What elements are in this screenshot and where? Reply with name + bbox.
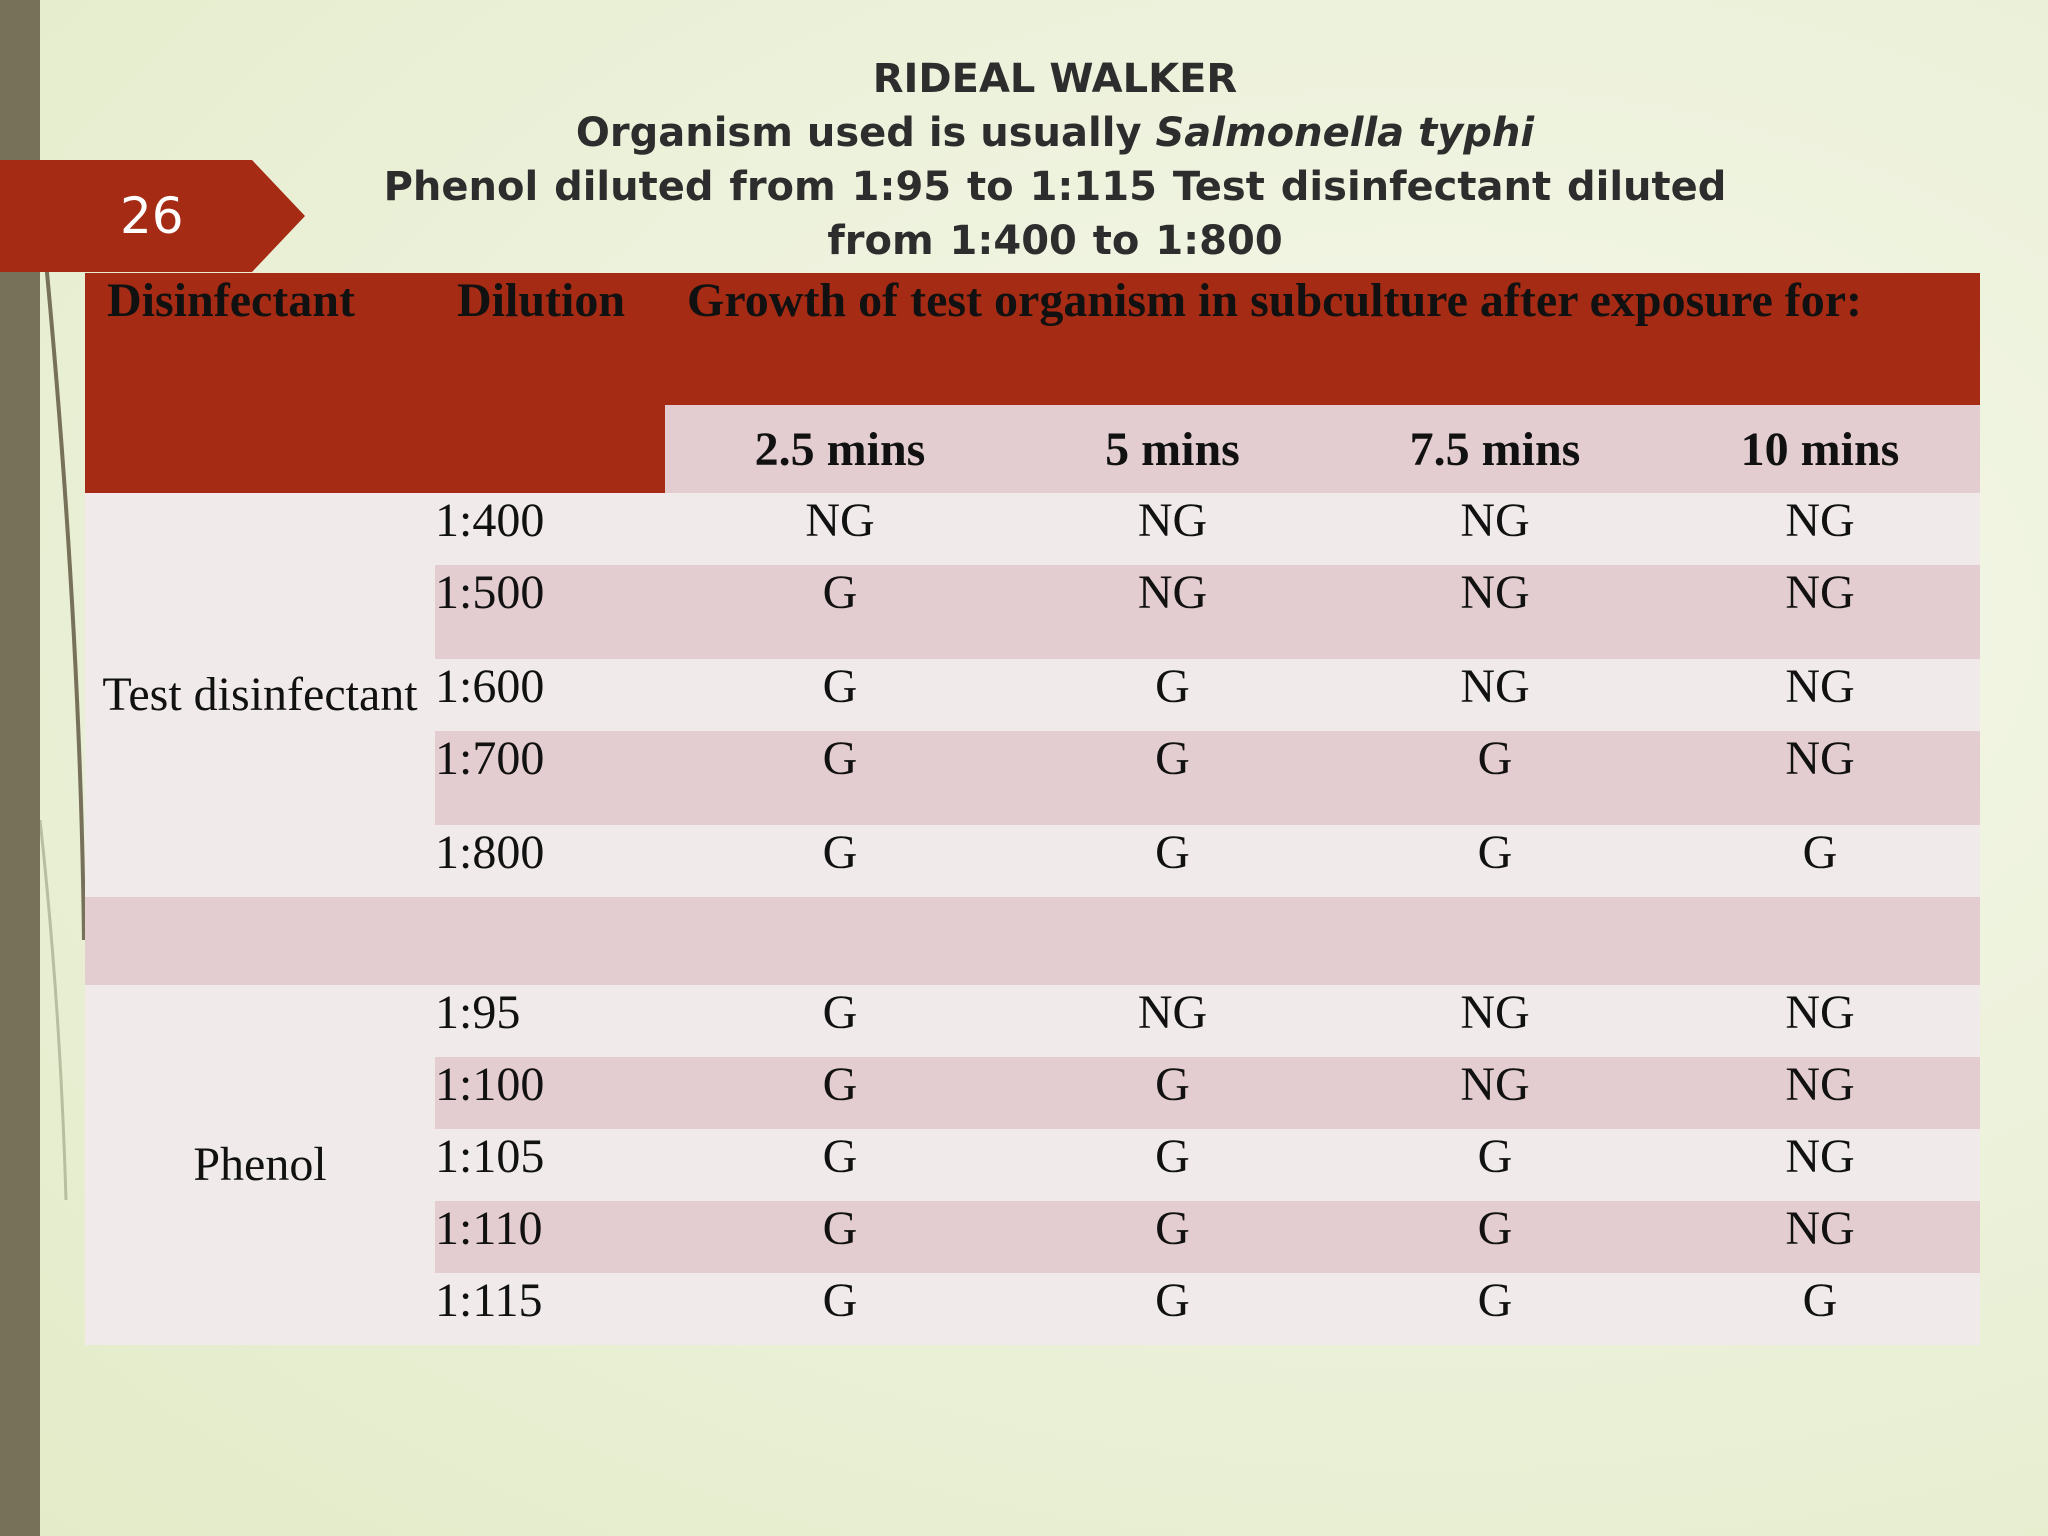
time-header: 7.5 mins [1330, 405, 1660, 493]
result-cell: G [1330, 731, 1660, 825]
header-growth: Growth of test organism in subculture after exposure for: [665, 273, 1980, 405]
result-cell: G [665, 565, 1015, 659]
result-cell: G [665, 1273, 1015, 1345]
result-cell: NG [1330, 659, 1660, 731]
time-header: 5 mins [1015, 405, 1330, 493]
result-cell: G [1660, 825, 1980, 897]
dilution-cell: 1:100 [435, 1057, 665, 1129]
slide-number: 26 [120, 187, 184, 245]
result-cell: G [665, 1057, 1015, 1129]
result-cell: G [1015, 659, 1330, 731]
header-row [85, 273, 1980, 405]
group-label-test-disinfectant: Test disinfectant [85, 493, 435, 897]
result-cell: NG [1660, 985, 1980, 1057]
result-cell: G [1330, 1273, 1660, 1345]
dilution-cell: 1:600 [435, 659, 665, 731]
result-cell: G [1015, 1273, 1330, 1345]
result-cell: NG [1330, 493, 1660, 565]
spacer-row [85, 897, 1980, 985]
result-cell: NG [1015, 985, 1330, 1057]
dilution-cell: 1:105 [435, 1129, 665, 1201]
result-cell: NG [1015, 565, 1330, 659]
title-line-1: RIDEAL WALKER [872, 56, 1238, 102]
result-cell: G [1330, 1129, 1660, 1201]
result-cell: G [665, 731, 1015, 825]
result-cell: G [1015, 1129, 1330, 1201]
time-header: 10 mins [1660, 405, 1980, 493]
result-cell: NG [1330, 985, 1660, 1057]
dilution-cell: 1:500 [435, 565, 665, 659]
result-cell: NG [1660, 493, 1980, 565]
dilution-cell: 1:115 [435, 1273, 665, 1345]
time-header: 2.5 mins [665, 405, 1015, 493]
result-cell: NG [665, 493, 1015, 565]
result-cell: G [1330, 1201, 1660, 1273]
result-cell: G [665, 1129, 1015, 1201]
dilution-cell: 1:800 [435, 825, 665, 897]
result-cell: G [1015, 1057, 1330, 1129]
dilution-cell: 1:95 [435, 985, 665, 1057]
spacer-cell [85, 897, 1980, 985]
title-line-3: Phenol diluted from 1:95 to 1:115 Test disinfectant diluted from 1:400 to 1:800 [383, 164, 1727, 264]
organism-name: Salmonella typhi [1155, 110, 1535, 156]
result-cell: G [665, 985, 1015, 1057]
result-cell: NG [1660, 1057, 1980, 1129]
result-cell: G [1015, 731, 1330, 825]
result-cell: NG [1660, 565, 1980, 659]
result-cell: NG [1660, 731, 1980, 825]
dilution-cell: 1:400 [435, 493, 665, 565]
result-cell: NG [1660, 1129, 1980, 1201]
table-row [85, 493, 1980, 565]
title-line-2-prefix: Organism used is usually [575, 110, 1156, 156]
result-cell: G [1015, 1201, 1330, 1273]
result-cell: G [665, 659, 1015, 731]
rideal-walker-table [85, 273, 1980, 1345]
result-cell: G [1660, 1273, 1980, 1345]
result-cell: NG [1330, 565, 1660, 659]
slide-title [330, 52, 1780, 268]
group-label-phenol: Phenol [85, 985, 435, 1345]
result-cell: G [1015, 825, 1330, 897]
result-cell: G [1330, 825, 1660, 897]
dilution-cell: 1:700 [435, 731, 665, 825]
dilution-cell: 1:110 [435, 1201, 665, 1273]
result-cell: G [665, 1201, 1015, 1273]
result-cell: NG [1330, 1057, 1660, 1129]
table-row [85, 985, 1980, 1057]
result-cell: NG [1660, 1201, 1980, 1273]
header-disinfectant: Disinfectant [85, 273, 435, 493]
title-line-2 [330, 106, 1780, 160]
result-cell: NG [1015, 493, 1330, 565]
result-cell: G [665, 825, 1015, 897]
header-dilution: Dilution [435, 273, 665, 493]
result-cell: NG [1660, 659, 1980, 731]
